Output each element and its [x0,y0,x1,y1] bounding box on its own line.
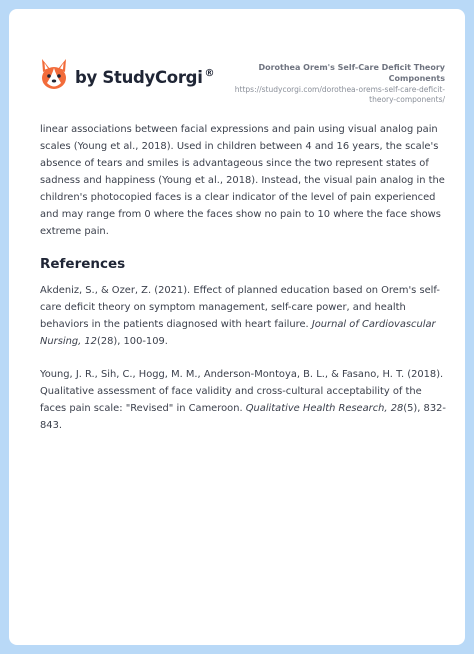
document-page [9,9,465,645]
document-content [40,121,450,450]
registered-mark: ® [204,67,215,79]
references-heading: References [40,256,126,272]
logo-text: by StudyCorgi ® [75,67,215,87]
reference-issue-pages: (5), 832-843. [40,403,446,431]
reference-issue-pages: (28), 100-109. [96,336,168,347]
reference-item [40,366,450,434]
document-meta [215,62,445,105]
reference-journal: Journal of Cardiovascular Nursing, 12 [40,319,436,347]
document-url[interactable]: https://studycorgi.com/dorothea-orems-self-care-deficit-theory-components/ [234,85,445,104]
corgi-icon [39,57,69,91]
reference-journal: Qualitative Health Research, 28 [245,403,404,414]
reference-item [40,282,450,350]
document-title: Dorothea Orem's Self-Care Deficit Theory Components [258,63,445,83]
body-paragraph: linear associations between facial expressions and pain using visual analog pain scales (Young et al., 2018). Used in children between 4 and 16 years, the scale's absence of tears and smiles is advantageous since the two represent states of sadness and happiness (Young et al., 2018). Instead, the visual pain analog in the children's photocopied faces is a clear indicator of the level of pain experienced and may range from 0 where the faces show no pain to 10 where the face shows extreme pain. [40,124,445,237]
studycorgi-logo[interactable] [39,57,214,91]
reference-text: Akdeniz, S., & Ozer, Z. (2021). Effect of planned education based on Orem's self-care deficit theory on symptom management, self-care power, and health behaviors in the patients diagnosed with heart failure. [40,285,440,330]
reference-text: Young, J. R., Sih, C., Hogg, M. M., Anderson-Montoya, B. L., & Fasano, H. T. (2018). Qualitative assessment of face validity and cross-cultural acceptability of the faces pain scale: "Revised" in Cameroon. [40,369,444,414]
